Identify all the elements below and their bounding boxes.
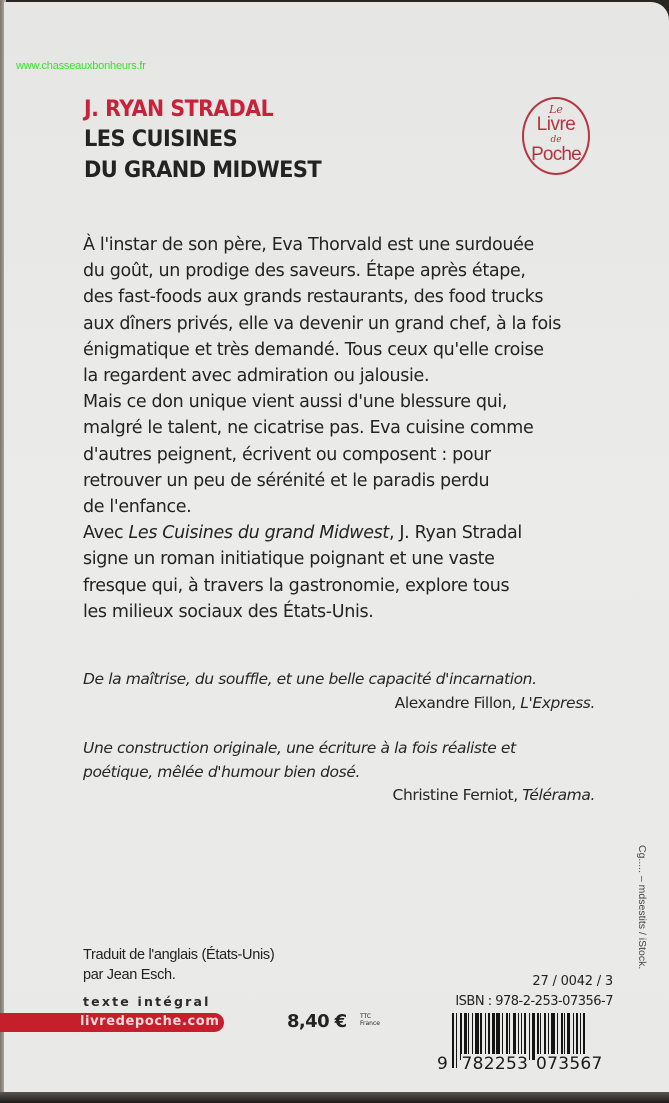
livre-de-poche-logo xyxy=(522,97,590,175)
press-quote-text: Une construction originale, une écriture à la fois réaliste et xyxy=(83,739,516,757)
price xyxy=(287,1011,380,1032)
logo-poche: Poche xyxy=(531,144,581,165)
logo-livre: Livre xyxy=(536,114,576,135)
synopsis-line: Mais ce don unique vient aussi d'une blessure qui, xyxy=(83,392,508,413)
translator-line: par Jean Esch. xyxy=(83,967,176,983)
synopsis-line: aux dîners privés, elle va devenir un grand chef, à la fois xyxy=(83,313,562,334)
synopsis-line: malgré le talent, ne cicatrise pas. Eva cuisine comme xyxy=(83,418,534,439)
logo-le: Le xyxy=(549,103,563,116)
synopsis-line: énigmatique et très demandé. Tous ceux qu'elle croise xyxy=(83,339,544,360)
press-quote-text: De la maîtrise, du souffle, et une belle capacité d'incarnation. xyxy=(83,670,537,688)
watermark-link[interactable]: www.chasseauxbonheurs.fr xyxy=(16,60,146,72)
author-name: J. RYAN STRADAL xyxy=(84,97,274,122)
book-title-italic: Les Cuisines du grand Midwest xyxy=(128,523,389,544)
translator-note xyxy=(83,945,274,985)
photo-credit: Cg..... – mdsestits / iStock. xyxy=(636,845,648,970)
logo-de: de xyxy=(550,135,562,145)
translator-line: Traduit de l'anglais (États-Unis) xyxy=(83,947,275,963)
price-tax-note: TTC France xyxy=(360,1013,380,1027)
synopsis-line: signe un roman initiatique poignant et une vaste xyxy=(83,549,495,570)
press-quotes xyxy=(83,668,623,808)
synopsis-line: retrouver un peu de sérénité et le paradis perdu xyxy=(83,470,490,491)
book-bottom-shadow xyxy=(0,1092,669,1103)
synopsis-line: d'autres peignent, écrivent ou composent : pour xyxy=(83,444,491,465)
press-quote-source xyxy=(83,692,623,716)
avec-prefix: Avec xyxy=(83,523,129,544)
outlet-name: L'Express. xyxy=(520,693,595,712)
synopsis-line: la regardent avec admiration ou jalousie. xyxy=(83,366,430,387)
website-link[interactable]: livredepoche.com xyxy=(80,1014,220,1029)
synopsis-line: fresque qui, à travers la gastronomie, explore tous xyxy=(83,575,510,596)
synopsis-avec-line xyxy=(83,520,623,546)
synopsis-line: de l'enfance. xyxy=(83,497,192,518)
synopsis-line: les milieux sociaux des États-Unis. xyxy=(83,601,374,622)
synopsis-line: du goût, un prodige des saveurs. Étape après étape, xyxy=(83,261,526,282)
book-title xyxy=(84,124,321,186)
isbn: ISBN : 978-2-253-07356-7 xyxy=(455,994,613,1009)
website-band[interactable] xyxy=(0,1013,224,1032)
synopsis xyxy=(83,232,623,625)
synopsis-line: À l'instar de son père, Eva Thorvald est une surdouée xyxy=(83,235,534,255)
catalog-code: 27 / 0042 / 3 xyxy=(532,974,613,989)
press-quote-text: poétique, mêlée d'humour bien dosé. xyxy=(83,762,360,781)
outlet-name: Télérama. xyxy=(522,786,595,804)
barcode-number: 9 782253 073567 xyxy=(437,1054,603,1074)
edition-note: texte intégral xyxy=(83,994,211,1009)
price-amount: 8,40 € xyxy=(287,1011,347,1032)
avec-suffix: , J. Ryan Stradal xyxy=(388,523,522,544)
press-quote-source xyxy=(83,784,623,808)
title-line-2: DU GRAND MIDWEST xyxy=(84,157,322,183)
synopsis-line: des fast-foods aux grands restaurants, des food trucks xyxy=(83,287,544,308)
critic-name: Alexandre Fillon, xyxy=(394,693,521,712)
title-line-1: LES CUISINES xyxy=(84,126,238,152)
critic-name: Christine Ferniot, xyxy=(392,786,523,804)
